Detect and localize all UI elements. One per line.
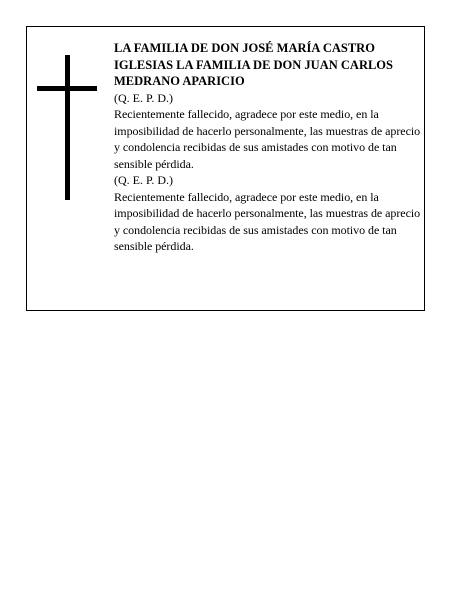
notice-message-2: Recientemente fallecido, agradece por este medio, en la imposibilidad de hacerlo personalmente, las muestras de aprecio y condolencia recibidas de sus amistades con motivo de tan sensible pérdida. (114, 189, 421, 253)
notice-heading: LA FAMILIA DE DON JOSÉ MARÍA CASTRO IGLESIAS LA FAMILIA DE DON JUAN CARLOS MEDRANO APARICIO (114, 41, 393, 88)
notice-content (114, 40, 422, 255)
rip-line-2: (Q. E. P. D.) (114, 173, 173, 187)
notice-message-1: Recientemente fallecido, agradece por este medio, en la imposibilidad de hacerlo personalmente, las muestras de aprecio y condolencia recibidas de sus amistades con motivo de tan sensible pérdida. (114, 107, 421, 171)
rip-line-1: (Q. E. P. D.) (114, 90, 173, 105)
obituary-notice (26, 26, 425, 311)
cross-vertical-bar (65, 55, 70, 200)
cross-horizontal-bar (37, 86, 97, 91)
cross-icon (37, 55, 97, 200)
